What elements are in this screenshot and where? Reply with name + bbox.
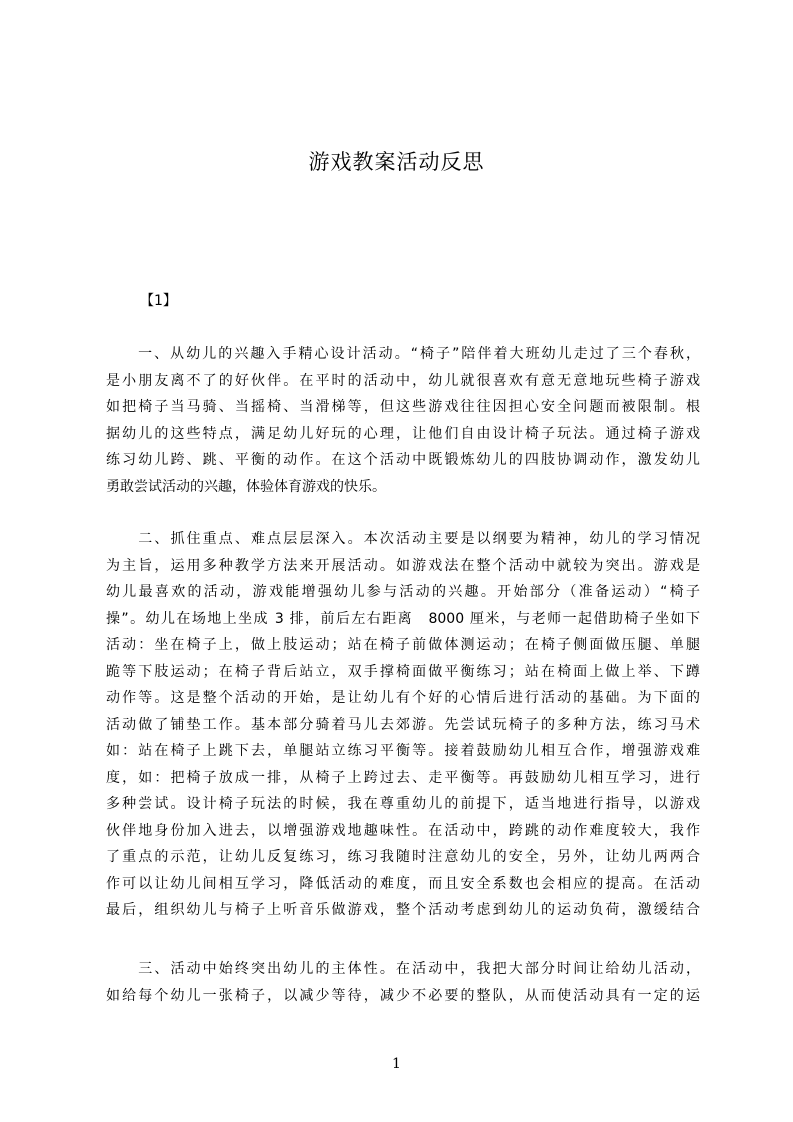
text-line: 伙伴地身份加入进去，以增强游戏地趣味性。在活动中，跨跳的动作难度较大，我作: [106, 822, 700, 839]
text-line: 跪等下肢运动；在椅子背后站立，双手撑椅面做平衡练习；站在椅面上做上举、下蹲: [106, 663, 700, 680]
document-title: 游戏教案活动反思: [308, 150, 485, 174]
paragraph-3: [106, 956, 700, 1009]
text-line: 最后，组织幼儿与椅子上听音乐做游戏，整个活动考虑到幼儿的运动负荷，激缓结合: [106, 902, 700, 918]
text-line: 了重点的示范，让幼儿反复练习，练习我随时注意幼儿的安全，另外，让幼儿两两合: [106, 849, 700, 865]
text-line: 幼儿最喜欢的活动，游戏能增强幼儿参与活动的兴趣。开始部分（准备运动）“椅子: [106, 584, 700, 600]
text-line: 是小朋友离不了的好伙伴。在平时的活动中，幼儿就很喜欢有意无意地玩些椅子游戏: [106, 372, 700, 389]
text-line: 活动：坐在椅子上，做上肢运动；站在椅子前做体测运动；在椅子侧面做压腿、单腿: [106, 637, 700, 653]
text-line: 三、活动中始终突出幼儿的主体性。在活动中，我把大部分时间让给幼儿活动，: [106, 961, 700, 977]
text-line: 为主旨，运用多种教学方法来开展活动。如游戏法在整个活动中就较为突出。游戏是: [106, 557, 700, 574]
text-line: 如给每个幼儿一张椅子，以减少等待，减少不必要的整队，从而使活动具有一定的运: [106, 987, 700, 1004]
text-line: 勇敢尝试活动的兴趣，体验体育游戏的快乐。: [106, 478, 386, 495]
text-line: 练习幼儿跨、跳、平衡的动作。在这个活动中既锻炼幼儿的四肢协调动作，激发幼儿: [106, 452, 700, 468]
text-line: 如：站在椅子上跳下去，单腿站立练习平衡等。接着鼓励幼儿相互合作，增强游戏难: [106, 743, 700, 759]
text-line: 活动做了铺垫工作。基本部分骑着马儿去郊游。先尝试玩椅子的多种方法，练习马术: [106, 716, 700, 733]
text-line: 度，如：把椅子放成一排，从椅子上跨过去、走平衡等。再鼓励幼儿相互学习，进行: [106, 769, 700, 786]
text-line: 据幼儿的这些特点，满足幼儿好玩的心理，让他们自由设计椅子玩法。通过椅子游戏: [106, 425, 700, 442]
paragraph-2: [106, 526, 700, 924]
text-line: 如把椅子当马骑、当摇椅、当滑梯等，但这些游戏往往因担心安全问题而被限制。根: [106, 399, 700, 415]
text-line: 一、从幼儿的兴趣入手精心设计活动。“椅子”陪伴着大班幼儿走过了三个春秋，: [106, 346, 700, 362]
page-number: 1: [392, 1056, 401, 1072]
text-line: 动作等。这是整个活动的开始，是让幼儿有个好的心情后进行活动的基础。为下面的: [106, 690, 700, 706]
text-line: 二、抓住重点、难点层层深入。本次活动主要是以纲要为精神，幼儿的学习情况: [106, 531, 700, 547]
text-line: 作可以让幼儿间相互学习，降低活动的难度，而且安全系数也会相应的提高。在活动: [106, 875, 700, 892]
paragraph-1: [106, 341, 700, 500]
section-label: 【1】: [140, 293, 177, 309]
text-line: 操”。幼儿在场地上坐成 3 排，前后左右距离 8000 厘米，与老师一起借助椅子坐如下: [106, 610, 700, 627]
text-line: 多种尝试。设计椅子玩法的时候，我在尊重幼儿的前提下，适当地进行指导，以游戏: [106, 796, 700, 812]
